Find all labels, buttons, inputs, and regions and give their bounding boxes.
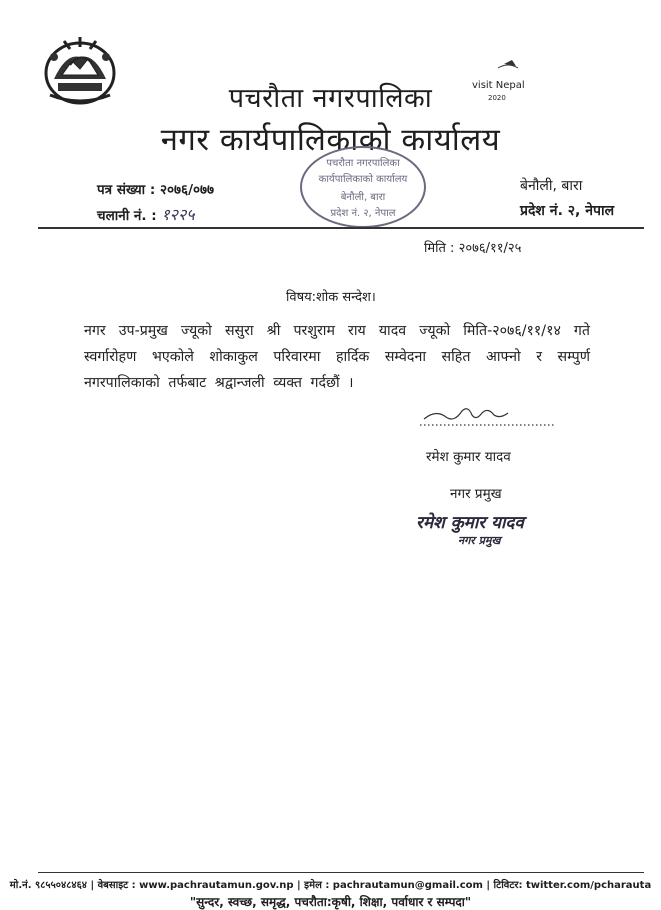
signer-title: नगर प्रमुख [450, 486, 502, 502]
municipality-name: पचरौता नगरपालिका [228, 83, 433, 114]
signer-name: रमेश कुमार यादव [426, 449, 511, 465]
letter-subject: विषय:शोक सन्देश। [286, 290, 376, 305]
letter-number-value: २०७६/०७७ [159, 182, 215, 198]
stamp-line4: प्रदेश नं. २, नेपाल [330, 208, 396, 219]
address-line1: बेनौली, बारा [520, 178, 583, 194]
date-value: २०७६/११/२५ [458, 241, 522, 256]
stamp-line2: कार्यपालिकाको कार्यालय [318, 174, 408, 185]
office-name: नगर कार्यपालिकाको कार्यालय [160, 122, 501, 158]
dispatch-number-value: १२२५ [161, 205, 195, 224]
dispatch-number [97, 203, 195, 225]
header-divider [38, 227, 644, 229]
letter-body: नगर उप-प्रमुख ज्यूको ससुरा श्री परशुराम राय यादव ज्यूको मिति-२०७६/११/१४ गते स्वर्गारोहण भएकोले शोकाकुल परिवारमा हार्दिक सम्वेदना सहित आफ्नो र सम्पुर्ण नगरपालिकाको तर्फबाट श्रद्वान्जली व्यक्त गर्दछौं । [84, 323, 590, 391]
letter-number-label: पत्र संख्या : [97, 182, 156, 198]
footer-contact: मो.नं. ९८५५०४८४६४ | वेबसाइट : www.pachrautamun.gov.np | इमेल : pachrautamun@gmail.com | टिविटर: twitter.com/pcharauta [9, 880, 652, 891]
seal-title-stamp: नगर प्रमुख [458, 534, 501, 547]
stamp-line3: बेनौली, बारा [340, 192, 386, 203]
office-stamp [296, 142, 430, 232]
footer-slogan: "सुन्दर, स्वच्छ, समृद्ध, पचरौता:कृषी, शिक्षा, पर्वाधार र सम्पदा" [189, 895, 472, 909]
stamp-line1: पचरौता नगरपालिका [326, 158, 400, 169]
signature-mark [416, 403, 556, 429]
letter-date [424, 238, 521, 256]
seal-name-stamp: रमेश कुमार यादव [416, 513, 524, 533]
address-line2: प्रदेश नं. २, नेपाल [520, 203, 615, 219]
visit-nepal-text: visit Nepal [472, 80, 525, 91]
date-label: मिति : [424, 241, 455, 256]
footer-divider [38, 872, 644, 873]
dispatch-number-label: चलानी नं. : [97, 208, 157, 224]
visit-nepal-year: 2020 [488, 94, 506, 102]
letter-number [97, 180, 214, 198]
